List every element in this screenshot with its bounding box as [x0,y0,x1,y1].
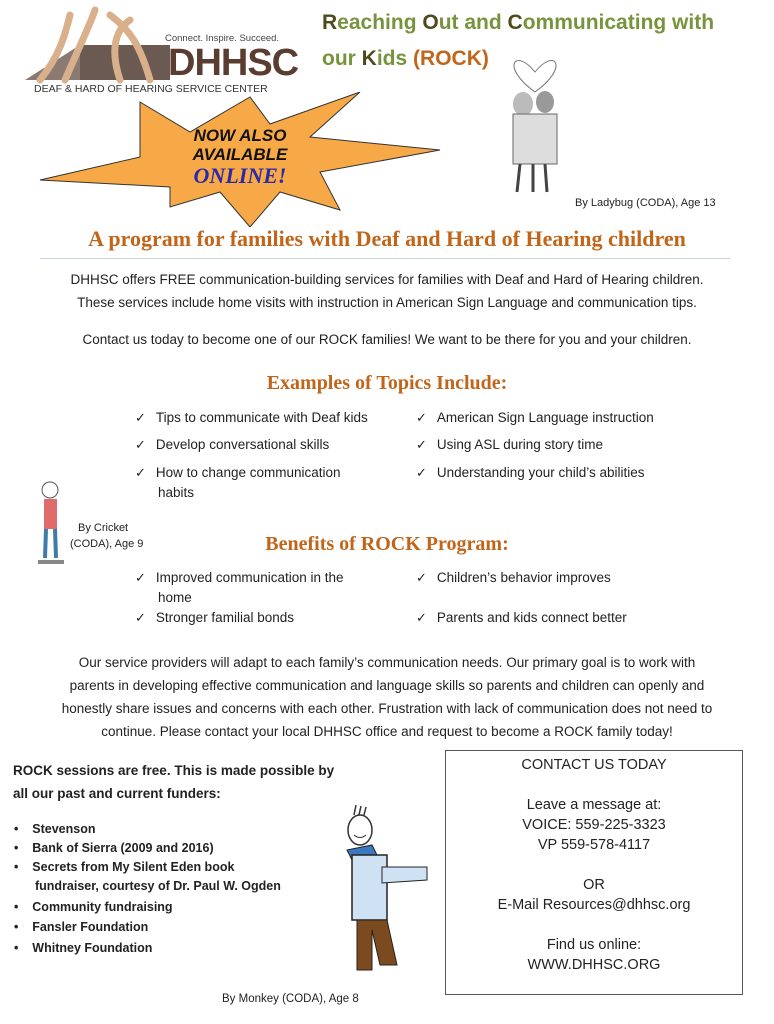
bullet-icon: • [14,900,33,914]
family-drawing-icon [495,42,575,197]
title-part: eaching [337,11,423,34]
funder-name: Whitney Foundation [32,941,153,955]
bullet-icon: • [14,860,33,874]
starburst-line3: ONLINE! [193,163,287,188]
intro-line-1: DHHSC offers FREE communication-building services for families with Deaf and Hard of Hearing children. [70,272,704,287]
contact-find-online: Find us online: [546,937,642,953]
topic-text: Tips to communicate with Deaf kids [155,410,368,425]
title-letter: O [422,11,439,34]
contact-leave-message: Leave a message at: [526,797,662,813]
benefit-text: Parents and kids connect better [436,610,627,625]
topic-item [416,464,645,481]
title-part: ids [376,47,414,70]
funders-intro-2: all our past and current funders: [13,786,221,801]
contact-website[interactable]: WWW.DHHSC.ORG [527,957,661,973]
boy-drawing-icon [342,805,437,975]
closing-line-3: honestly share issues and concerns with each other. Frustration with lack of communication does not need to [61,701,713,716]
check-icon: ✓ [135,610,146,625]
topic-text-continued: habits [158,485,195,500]
title-letter: K [361,47,377,70]
starburst-line2: AVAILABLE [192,145,288,164]
check-icon: ✓ [416,437,427,452]
contact-heading: CONTACT US TODAY [521,757,667,773]
ladybug-caption: By Ladybug (CODA), Age 13 [575,197,716,209]
cricket-caption-1: By Cricket [78,522,129,534]
funders-intro-1: ROCK sessions are free. This is made possible by [13,763,335,778]
title-part: our [322,47,362,70]
funder-item [14,821,96,837]
funder-item [14,899,173,915]
benefit-item [135,569,344,586]
title-part: ut and [438,11,508,34]
bullet-icon: • [14,920,33,934]
topic-text: How to change communication [155,465,341,480]
title-part: ommunicating with [522,11,715,34]
topic-item [416,409,654,426]
funder-item [14,859,234,875]
topic-text: Using ASL during story time [436,437,603,452]
contact-box [445,750,743,995]
funder-item [14,840,214,856]
contact-invitation: Contact us today to become one of our ROCK families! We want to be there for you and your children. [82,332,692,347]
title-acronym: (ROCK) [413,47,489,70]
funder-name: Fansler Foundation [32,920,149,934]
benefit-item [135,609,294,626]
topic-item [135,464,341,481]
check-icon: ✓ [135,437,146,452]
check-icon: ✓ [135,465,146,480]
funder-name-continued: fundraiser, courtesy of Dr. Paul W. Ogden [35,879,281,893]
contact-vp[interactable]: VP 559-578-4117 [537,837,651,853]
check-icon: ✓ [416,465,427,480]
logo-tagline: Connect. Inspire. Succeed. [165,33,280,44]
headline-divider [40,258,730,259]
check-icon: ✓ [416,570,427,585]
funder-item [14,940,152,956]
closing-line-1: Our service providers will adapt to each family’s communication needs. Our primary goal is to work with [78,655,696,670]
contact-email[interactable]: E-Mail Resources@dhhsc.org [497,897,691,913]
check-icon: ✓ [135,570,146,585]
benefit-text: Improved communication in the [155,570,344,585]
logo-name: DHHSC [168,42,299,84]
monkey-caption: By Monkey (CODA), Age 8 [222,993,359,1005]
intro-line-2: These services include home visits with instruction in American Sign Language and communication tips. [77,295,697,310]
program-title-line2 [322,46,489,71]
check-icon: ✓ [135,410,146,425]
closing-line-2: parents in developing effective communication and language skills so parents and children can openly and [69,678,705,693]
topic-item [135,436,329,453]
benefit-text: Stronger familial bonds [155,610,294,625]
topic-text: American Sign Language instruction [436,410,654,425]
topic-item [135,409,368,426]
topic-text: Develop conversational skills [155,437,330,452]
topic-text: Understanding your child’s abilities [436,465,645,480]
starburst-badge [20,92,450,227]
starburst-line1: NOW ALSO [193,126,287,145]
bullet-icon: • [14,822,33,836]
logo [20,5,310,100]
topic-item [416,436,603,453]
logo-full-name: DEAF & HARD OF HEARING SERVICE CENTER [34,83,268,95]
topics-heading: Examples of Topics Include: [266,372,508,394]
headline: A program for families with Deaf and Hard of Hearing children [88,226,686,251]
funder-name: Community fundraising [32,900,173,914]
benefit-item [416,569,611,586]
benefit-text: Children’s behavior improves [436,570,611,585]
funder-item [14,919,148,935]
closing-line-4: continue. Please contact your local DHHSC office and request to become a ROCK family today! [101,724,673,739]
funder-name: Stevenson [32,822,96,836]
contact-voice[interactable]: VOICE: 559-225-3323 [522,817,666,833]
check-icon: ✓ [416,610,427,625]
funder-name: Bank of Sierra (2009 and 2016) [32,841,214,855]
program-title-line1 [322,10,714,35]
funder-name: Secrets from My Silent Eden book [32,860,235,874]
check-icon: ✓ [416,410,427,425]
title-letter: R [322,11,338,34]
benefits-heading: Benefits of ROCK Program: [265,533,509,555]
cricket-caption-2: (CODA), Age 9 [70,538,144,550]
contact-or: OR [583,877,605,893]
title-letter: C [507,11,523,34]
bullet-icon: • [14,941,33,955]
bullet-icon: • [14,841,33,855]
benefit-text-continued: home [158,590,192,605]
skateboard-kid-drawing-icon [36,478,66,573]
benefit-item [416,609,627,626]
